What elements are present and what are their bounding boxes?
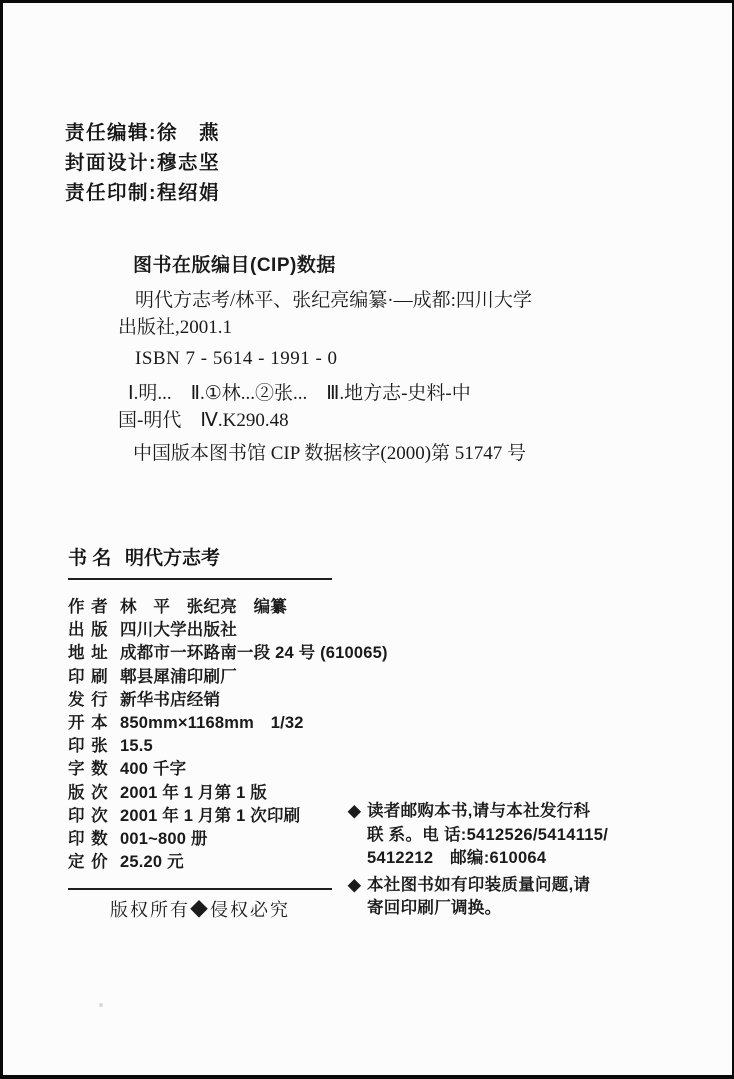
staff-line-cover-design: 封面设计:穆志坚 [65, 152, 220, 174]
row-label: 发 行 [68, 690, 109, 709]
row-value: 成都市一环路南一段 24 号 (610065) [120, 644, 388, 663]
row-value: 2001 年 1 月第 1 次印刷 [120, 806, 301, 825]
row-value: 850mm×1168mm 1/32 [120, 714, 304, 733]
row-value: 新华书店经销 [120, 690, 221, 709]
cip-block [118, 252, 618, 467]
staff-line-editor: 责任编辑:徐 燕 [65, 122, 220, 144]
note-line: 本社图书如有印装质量问题,请 [367, 875, 591, 894]
book-title-value: 明代方志考 [125, 548, 221, 569]
staff-line-print-supervisor: 责任印制:程绍娟 [65, 182, 220, 204]
row-label: 印 张 [68, 737, 109, 756]
cip-record-number: 中国版本图书馆 CIP 数据核字(2000)第 51747 号 [133, 443, 527, 464]
publisher-notes [348, 800, 688, 921]
colophon-row-word-count [68, 758, 398, 781]
colophon-row-sheets [68, 735, 398, 758]
book-title-row [68, 543, 220, 570]
diamond-icon: ◆ [348, 875, 361, 894]
row-label: 出 版 [68, 621, 109, 640]
cip-line: 出版社,2001.1 [118, 317, 233, 338]
row-value: 15.5 [120, 737, 153, 756]
diamond-icon: ◆ [348, 802, 361, 820]
colophon-row-author [68, 596, 398, 619]
scan-speck [99, 1003, 103, 1007]
row-label: 作 者 [68, 598, 109, 616]
scan-edge-left [0, 0, 3, 1079]
scan-edge-top [0, 0, 734, 3]
row-label: 版 次 [68, 783, 109, 802]
row-label: 字 数 [68, 760, 109, 779]
row-value: 四川大学出版社 [120, 621, 237, 640]
row-value: 郫县犀浦印刷厂 [120, 667, 237, 686]
row-value: 25.20 元 [120, 853, 184, 872]
row-value: 2001 年 1 月第 1 版 [120, 783, 267, 802]
note-line: 联 系。电 话:5412526/5414115/ [367, 825, 609, 844]
row-label: 地 址 [68, 644, 109, 663]
book-title-label: 书 名 [68, 548, 112, 569]
cip-classification-line: 国-明代 Ⅳ.K290.48 [118, 410, 289, 431]
note-mail-order [348, 800, 688, 824]
cip-isbn: ISBN 7 - 5614 - 1991 - 0 [135, 348, 338, 369]
colophon-row-format [68, 712, 398, 735]
cip-classification-line: Ⅰ.明... Ⅱ.①林...②张... Ⅲ.地方志-史料-中 [128, 383, 471, 404]
divider [68, 578, 332, 580]
row-value: 400 千字 [120, 760, 187, 779]
note-line: 寄回印刷厂调换。 [367, 899, 502, 917]
colophon-row-address [68, 642, 398, 665]
staff-credits [65, 118, 220, 208]
colophon-row-publisher [68, 619, 398, 642]
note-line: 5412212 邮编:610064 [367, 849, 547, 867]
divider [68, 888, 332, 890]
colophon-row-distributor [68, 689, 398, 712]
note-line: 读者邮购本书,请与本社发行科 [367, 802, 591, 820]
row-label: 印 刷 [68, 667, 109, 686]
colophon-row-printer [68, 666, 398, 689]
row-label: 印 次 [68, 806, 109, 825]
row-label: 定 价 [68, 853, 109, 872]
cip-heading: 图书在版编目(CIP)数据 [133, 255, 336, 276]
copyright-notice: 版权所有◆侵权必究 [110, 900, 290, 920]
row-value: 林 平 张纪亮 编纂 [120, 598, 287, 616]
row-label: 开 本 [68, 714, 109, 733]
row-label: 印 数 [68, 830, 109, 849]
cip-line: 明代方志考/林平、张纪亮编纂·—成都:四川大学 [135, 290, 532, 311]
scan-edge-bottom [0, 1075, 734, 1079]
row-value: 001~800 册 [120, 830, 208, 849]
note-quality-exchange [348, 874, 688, 898]
